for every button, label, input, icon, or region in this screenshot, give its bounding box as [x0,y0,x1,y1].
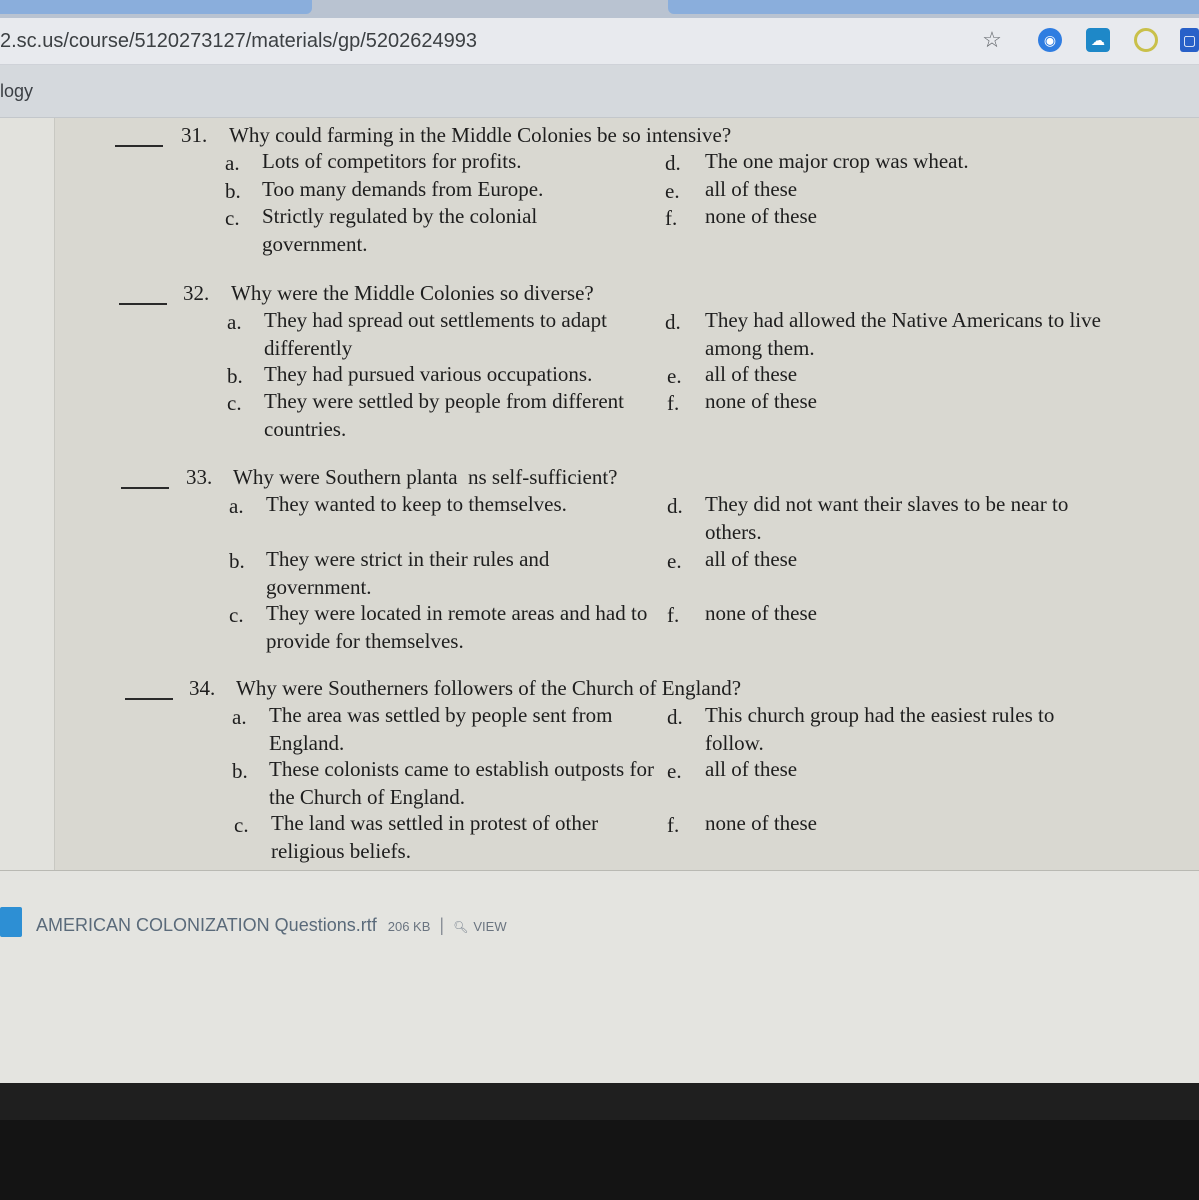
option-letter: d. [665,310,681,334]
option-letter: a. [232,705,247,729]
option-letter: d. [667,705,683,729]
option-text: all of these [705,757,798,781]
answer-blank [125,698,173,700]
option-text: They were located in remote areas and had to provide for themselves. [266,601,648,653]
attachment-panel [0,871,1199,1083]
attachment-size: 206 KB [387,919,431,934]
magnifier-icon[interactable]: 🔍︎ [453,920,469,934]
option-text: Strictly regulated by the colonial government. [262,204,538,256]
separator: | [439,915,445,935]
option-text: This church group had the easiest rules to follow. [705,703,1055,755]
tab-strip [0,0,1199,18]
address-bar[interactable] [0,18,1199,65]
option-letter: e. [667,364,682,388]
option-letter: c. [225,206,240,230]
answer-blank [119,303,167,305]
star-icon[interactable]: ☆ [982,27,1002,52]
option-text: none of these [705,204,817,228]
option-letter: a. [225,151,240,175]
browser-tab[interactable] [0,0,312,14]
option-letter: e. [667,759,682,783]
extension-square-icon[interactable]: ▢ [1180,28,1199,52]
option-letter: d. [667,494,683,518]
document-page [55,118,1199,870]
option-text: They had allowed the Native Americans to live among them. [705,308,1101,360]
option-letter: f. [667,603,680,627]
question-text: Why were Southern planta ns self-sufficient? [233,465,618,489]
option-text: These colonists came to establish outposts for the Church of England. [269,757,654,809]
attachment-name-link[interactable]: AMERICAN COLONIZATION Questions.rtf [36,915,377,935]
option-text: They were settled by people from different countries. [264,389,624,441]
option-letter: b. [229,549,245,573]
screen-bezel-shadow [0,1120,1199,1200]
document-viewer [0,118,1199,870]
option-letter: b. [225,179,241,203]
question-text: Why were the Middle Colonies so diverse? [231,281,594,305]
answer-blank [121,487,169,489]
option-letter: f. [667,391,680,415]
question-number: 31. [181,123,208,147]
extension-circle-icon[interactable] [1134,28,1158,52]
option-text: none of these [705,601,817,625]
option-text: They did not want their slaves to be near to others. [705,492,1069,544]
option-letter: f. [667,813,680,837]
option-text: all of these [705,177,798,201]
option-text: none of these [705,811,817,835]
question-text: Why could farming in the Middle Colonies be so intensive? [229,123,732,147]
option-letter: b. [232,759,248,783]
option-letter: c. [234,813,249,837]
course-title[interactable]: logy [0,81,34,101]
file-icon [0,907,22,937]
site-header [0,65,1199,118]
option-letter: e. [665,179,680,203]
question-text: Why were Southerners followers of the Church of England? [236,676,742,700]
extension-shield-icon[interactable]: ◉ [1038,28,1062,52]
answer-blank [115,145,163,147]
option-letter: a. [229,494,244,518]
option-text: They had pursued various occupations. [264,362,593,386]
question-number: 33. [186,465,213,489]
option-text: The land was settled in protest of other religious beliefs. [271,811,599,863]
option-text: The area was settled by people sent from England. [269,703,613,755]
option-text: They wanted to keep to themselves. [266,492,567,516]
viewer-margin [0,118,55,870]
option-text: Too many demands from Europe. [262,177,544,201]
option-letter: d. [665,151,681,175]
option-letter: b. [227,364,243,388]
option-text: They had spread out settlements to adapt differently [264,308,607,360]
option-letter: a. [227,310,242,334]
question-number: 32. [183,281,210,305]
option-text: all of these [705,547,798,571]
question-number: 34. [189,676,216,700]
attachment-row [36,915,507,936]
option-text: all of these [705,362,798,386]
option-text: Lots of competitors for profits. [262,149,522,173]
option-text: The one major crop was wheat. [705,149,969,173]
option-letter: f. [665,206,678,230]
view-link[interactable]: VIEW [473,919,507,934]
option-letter: c. [229,603,244,627]
url-text[interactable]: 2.sc.us/course/5120273127/materials/gp/5202624993 [0,30,478,52]
option-letter: c. [227,391,242,415]
browser-tab[interactable] [668,0,1199,14]
option-text: They were strict in their rules and government. [266,547,550,599]
extension-drive-icon[interactable]: ☁ [1086,28,1110,52]
option-text: none of these [705,389,817,413]
option-letter: e. [667,549,682,573]
